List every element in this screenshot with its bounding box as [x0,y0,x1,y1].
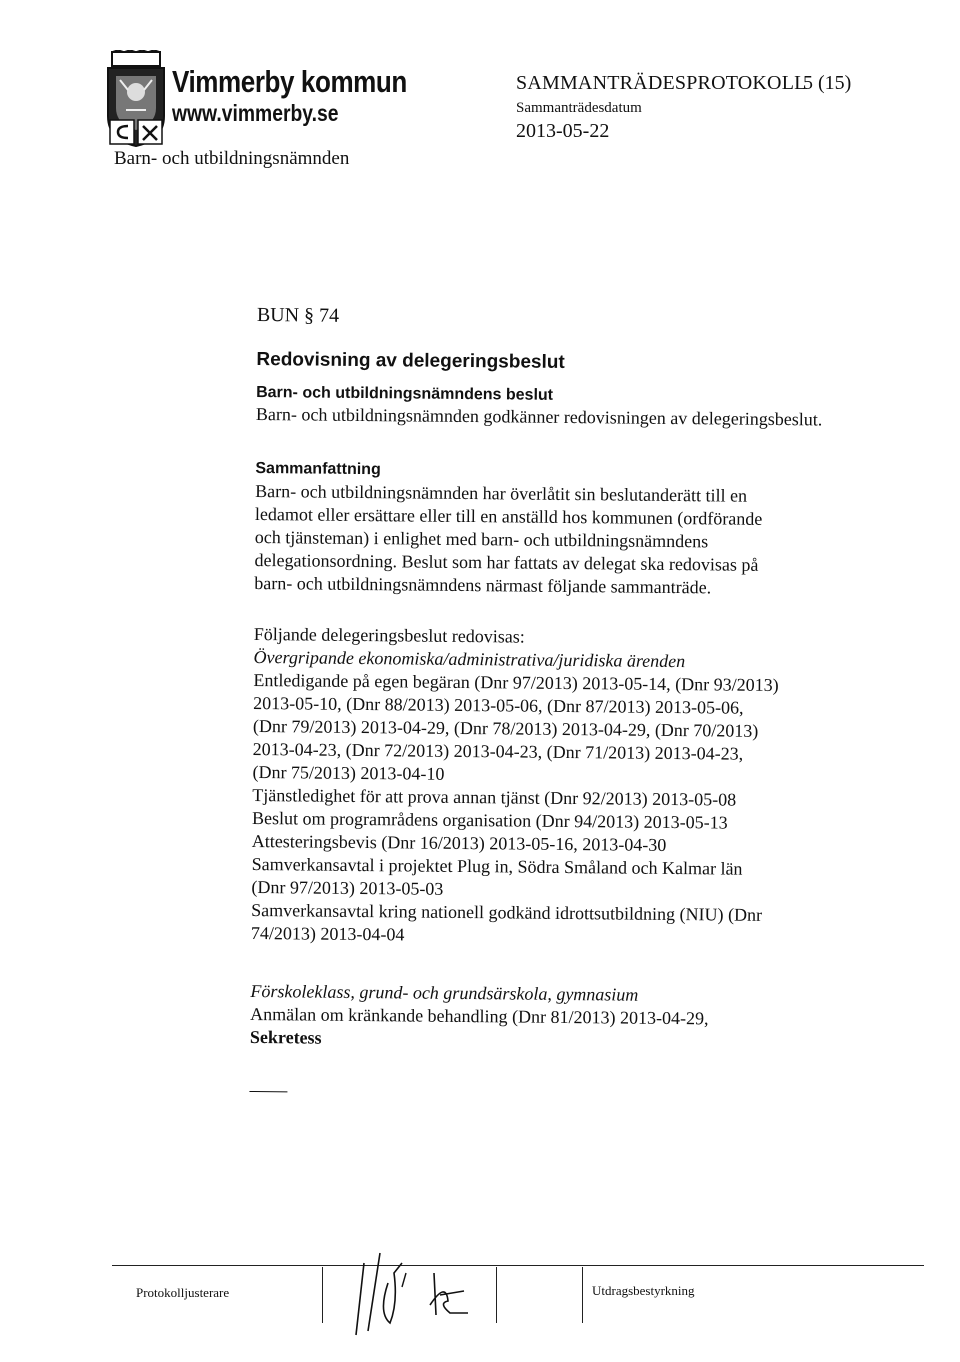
section-end-rule [249,1091,287,1092]
summary-line: Barn- och utbildningsnämnden har överlåtit sin beslutanderätt till en [255,480,748,506]
list-item: Attesteringsbevis (Dnr 16/2013) 2013-05-16, 2013-04-30 [251,830,667,855]
summary-text [254,480,855,601]
handwritten-initials-signature [328,1243,488,1343]
municipal-crest-icon [106,50,166,148]
footer-divider [582,1267,583,1323]
paragraph-number: BUN § 74 [256,304,340,327]
section-title: Redovisning av delegeringsbeslut [256,348,565,373]
org-name: Vimmerby kommun [172,64,407,99]
decision-text: Barn- och utbildningsnämnden godkänner redovisningen av delegeringsbeslut. [255,403,823,430]
category-heading: Förskoleklass, grund- och grundsärskola, gymnasium [250,980,639,1005]
category-items [251,669,854,951]
list-item: Entledigande på egen begäran (Dnr 97/2013) 2013-05-14, (Dnr 93/2013) [253,669,779,696]
org-url[interactable]: www.vimmerby.se [172,100,339,126]
confidentiality-note: Sekretess [249,1026,322,1048]
summary-heading: Sammanfattning [255,459,381,479]
page-number: 5 (15) [803,72,852,94]
extract-certification-label: Utdragsbestyrkning [592,1283,695,1298]
list-item: Anmälan om kränkande behandling (Dnr 81/2013) 2013-04-29, [250,1003,709,1029]
list-item: (Dnr 75/2013) 2013-04-10 [252,761,445,784]
document-type: SAMMANTRÄDESPROTOKOLL [516,72,807,94]
adjuster-label: Protokolljusterare [136,1285,230,1300]
list-item: (Dnr 79/2013) 2013-04-29, (Dnr 78/2013) 2013-04-29, (Dnr 70/2013) [252,715,759,741]
list-item: Samverkansavtal kring nationell godkänd idrottsutbildning (NIU) (Dnr [251,899,763,925]
list-item: 2013-05-10, (Dnr 88/2013) 2013-05-06, (Dnr 87/2013) 2013-05-06, [253,692,744,718]
list-item: 2013-04-23, (Dnr 72/2013) 2013-04-23, (Dnr 71/2013) 2013-04-23, [252,738,744,764]
summary-line: barn- och utbildningsnämndens närmast följande sammanträde. [254,572,712,598]
committee-name: Barn- och utbildningsnämnden [114,148,350,169]
footer-divider [496,1267,497,1323]
decision-heading: Barn- och utbildningsnämndens beslut [256,383,554,404]
category-heading: Övergripande ekonomiska/administrativa/juridiska ärenden [253,646,686,672]
meeting-date-label: Sammanträdesdatum [516,100,642,116]
list-item: (Dnr 97/2013) 2013-05-03 [251,876,444,899]
list-item: Tjänstledighet för att prova annan tjänst (Dnr 92/2013) 2013-05-08 [252,784,737,810]
minutes-section [249,304,857,1098]
summary-line: delegationsordning. Beslut som har fattats av delegat ska redovisas på [254,549,759,575]
footer-divider [322,1267,323,1323]
meeting-date: 2013-05-22 [516,120,610,142]
summary-line: och tjänsteman) i enlighet med barn- och utbildningsnämndens [254,526,709,552]
decisions-intro: Följande delegeringsbeslut redovisas: [253,623,525,647]
list-item: 74/2013) 2013-04-04 [250,922,405,945]
list-item: Beslut om programrådens organisation (Dnr 94/2013) 2013-05-13 [251,807,728,833]
footer-divider [112,1265,924,1266]
summary-line: ledamot eller ersättare eller till en anställd hos kommunen (ordförande [254,503,763,529]
list-item: Samverkansavtal i projektet Plug in, Södra Småland och Kalmar län [251,853,743,879]
footer [112,1265,924,1337]
